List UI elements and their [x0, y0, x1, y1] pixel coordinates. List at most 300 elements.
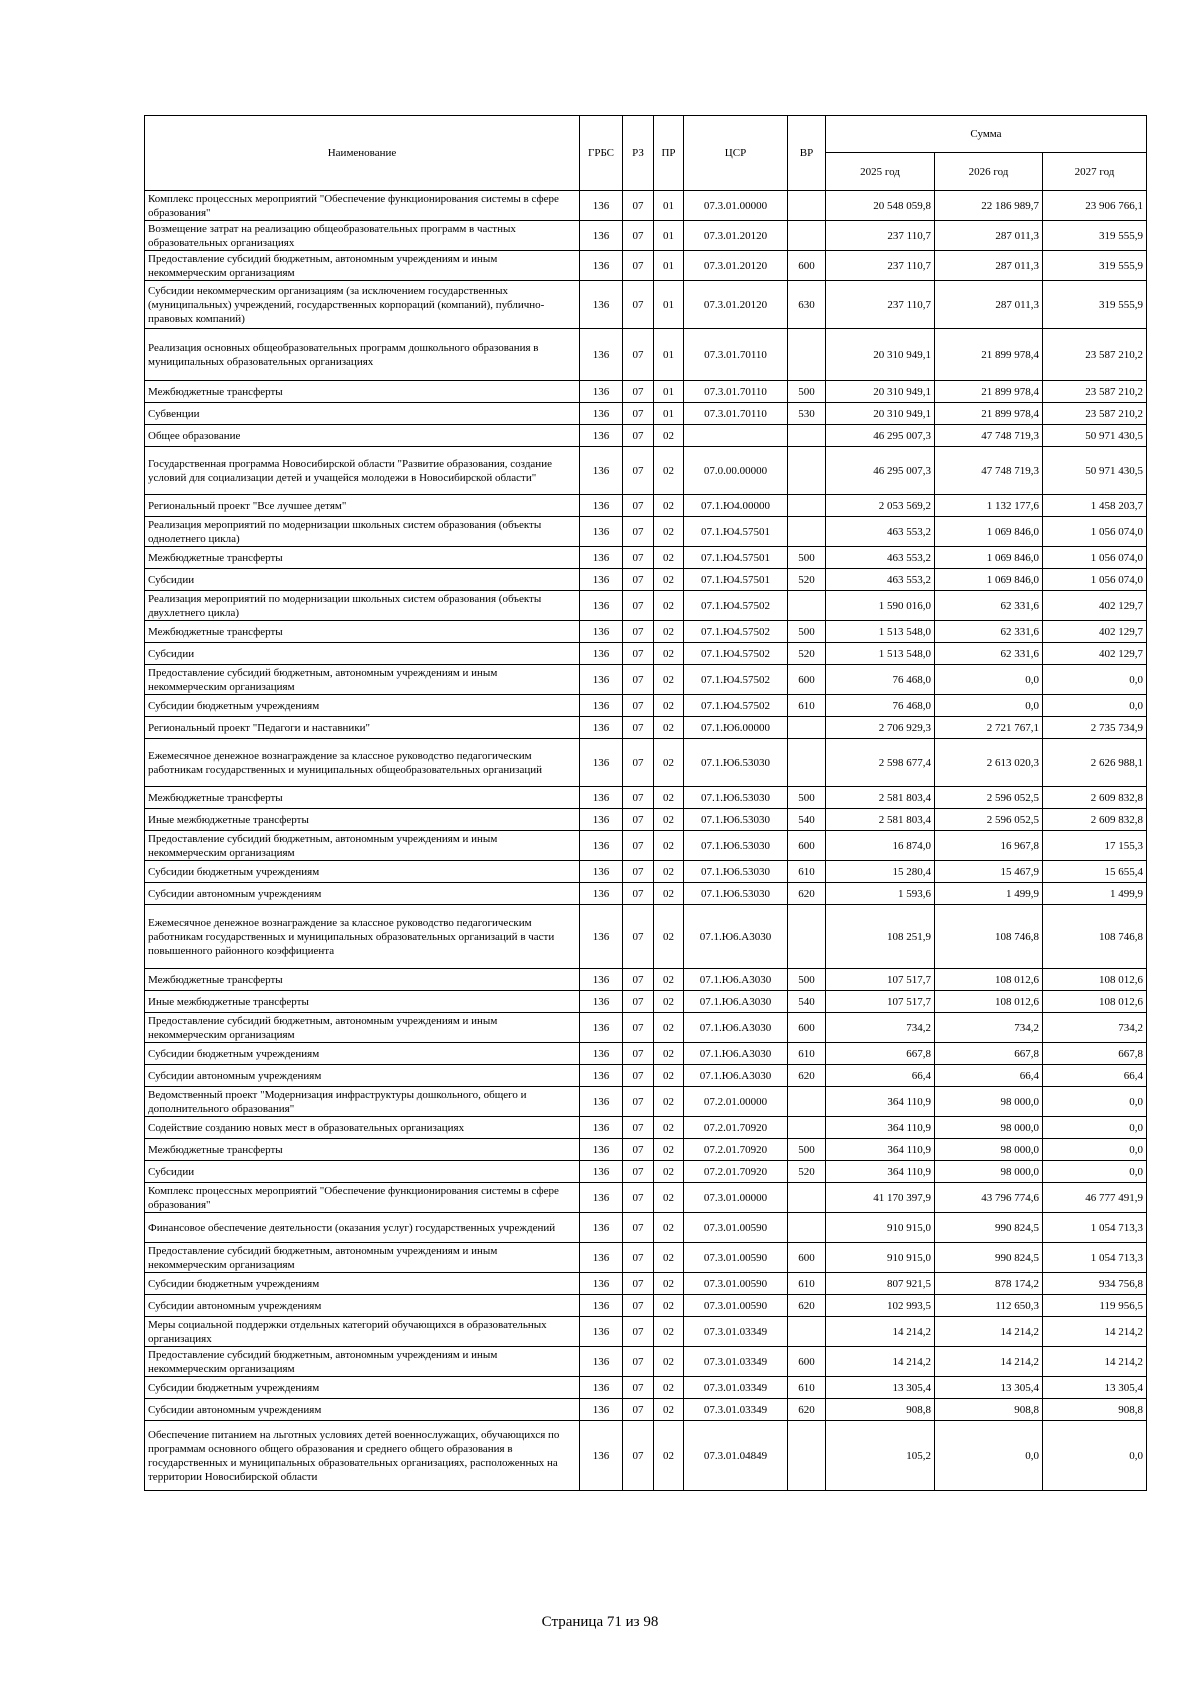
row-sum-2026: 0,0	[935, 1421, 1043, 1491]
row-sum-2025: 2 053 569,2	[826, 495, 935, 517]
row-pr: 02	[654, 787, 684, 809]
row-pr: 02	[654, 621, 684, 643]
row-rz: 07	[623, 1213, 654, 1243]
row-sum-2025: 15 280,4	[826, 861, 935, 883]
row-pr: 02	[654, 665, 684, 695]
row-rz: 07	[623, 517, 654, 547]
row-pr: 02	[654, 1273, 684, 1295]
row-vr	[788, 1213, 826, 1243]
row-sum-2025: 108 251,9	[826, 905, 935, 969]
row-csr: 07.3.01.20120	[684, 251, 788, 281]
row-sum-2026: 22 186 989,7	[935, 191, 1043, 221]
row-vr	[788, 1087, 826, 1117]
row-csr: 07.3.01.70110	[684, 381, 788, 403]
row-csr: 07.0.00.00000	[684, 447, 788, 495]
row-sum-2027: 50 971 430,5	[1043, 447, 1147, 495]
row-sum-2025: 16 874,0	[826, 831, 935, 861]
row-sum-2025: 1 593,6	[826, 883, 935, 905]
row-grbs: 136	[580, 1043, 623, 1065]
row-csr: 07.1.Ю4.57501	[684, 547, 788, 569]
row-pr: 02	[654, 1399, 684, 1421]
row-rz: 07	[623, 717, 654, 739]
row-csr: 07.1.Ю4.57502	[684, 695, 788, 717]
row-grbs: 136	[580, 831, 623, 861]
row-sum-2026: 98 000,0	[935, 1161, 1043, 1183]
header-csr: ЦСР	[684, 116, 788, 191]
row-name: Меры социальной поддержки отдельных категорий обучающихся в образовательных организациях	[145, 1317, 580, 1347]
row-grbs: 136	[580, 717, 623, 739]
row-vr: 520	[788, 1161, 826, 1183]
row-csr: 07.1.Ю6.53030	[684, 739, 788, 787]
row-sum-2025: 2 706 929,3	[826, 717, 935, 739]
row-name: Субсидии	[145, 569, 580, 591]
table-row	[145, 905, 1147, 969]
row-pr: 02	[654, 969, 684, 991]
row-grbs: 136	[580, 251, 623, 281]
row-vr: 540	[788, 809, 826, 831]
row-sum-2027: 108 746,8	[1043, 905, 1147, 969]
row-rz: 07	[623, 809, 654, 831]
row-name: Межбюджетные трансферты	[145, 621, 580, 643]
row-name: Субсидии бюджетным учреждениям	[145, 695, 580, 717]
row-sum-2025: 1 513 548,0	[826, 643, 935, 665]
row-grbs: 136	[580, 1317, 623, 1347]
row-sum-2026: 2 596 052,5	[935, 809, 1043, 831]
row-grbs: 136	[580, 1065, 623, 1087]
row-sum-2025: 76 468,0	[826, 665, 935, 695]
table-row	[145, 517, 1147, 547]
row-sum-2027: 319 555,9	[1043, 251, 1147, 281]
row-sum-2025: 46 295 007,3	[826, 425, 935, 447]
row-sum-2027: 14 214,2	[1043, 1317, 1147, 1347]
row-pr: 02	[654, 861, 684, 883]
row-sum-2026: 1 069 846,0	[935, 547, 1043, 569]
row-csr: 07.3.01.00590	[684, 1213, 788, 1243]
row-name: Предоставление субсидий бюджетным, автономным учреждениям и иным некоммерческим организациям	[145, 1013, 580, 1043]
header-sum: Сумма	[826, 116, 1147, 153]
row-sum-2027: 119 956,5	[1043, 1295, 1147, 1317]
row-sum-2026: 287 011,3	[935, 221, 1043, 251]
table-row	[145, 569, 1147, 591]
row-csr: 07.1.Ю4.57502	[684, 591, 788, 621]
row-vr: 610	[788, 695, 826, 717]
row-sum-2025: 1 513 548,0	[826, 621, 935, 643]
row-sum-2025: 20 548 059,8	[826, 191, 935, 221]
row-grbs: 136	[580, 809, 623, 831]
row-sum-2025: 463 553,2	[826, 517, 935, 547]
row-name: Реализация основных общеобразовательных программ дошкольного образования в муниципальных образовательных организациях	[145, 329, 580, 381]
row-sum-2026: 667,8	[935, 1043, 1043, 1065]
row-pr: 01	[654, 281, 684, 329]
row-csr: 07.1.Ю4.57501	[684, 517, 788, 547]
row-sum-2027: 1 054 713,3	[1043, 1243, 1147, 1273]
row-grbs: 136	[580, 1377, 623, 1399]
table-row	[145, 739, 1147, 787]
row-sum-2026: 2 721 767,1	[935, 717, 1043, 739]
row-name: Межбюджетные трансферты	[145, 969, 580, 991]
table-row	[145, 969, 1147, 991]
table-row	[145, 495, 1147, 517]
row-name: Ежемесячное денежное вознаграждение за классное руководство педагогическим работникам государственных и муниципальных образовательных организаций в части повышенного районного коэффициента	[145, 905, 580, 969]
row-vr: 600	[788, 251, 826, 281]
row-grbs: 136	[580, 517, 623, 547]
row-sum-2027: 908,8	[1043, 1399, 1147, 1421]
row-rz: 07	[623, 1087, 654, 1117]
row-rz: 07	[623, 1065, 654, 1087]
row-rz: 07	[623, 381, 654, 403]
row-rz: 07	[623, 281, 654, 329]
table-row	[145, 831, 1147, 861]
row-grbs: 136	[580, 1273, 623, 1295]
row-vr: 500	[788, 547, 826, 569]
table-row	[145, 1043, 1147, 1065]
row-vr: 610	[788, 1273, 826, 1295]
row-name: Обеспечение питанием на льготных условиях детей военнослужащих, обучающихся по программам основного общего образования и среднего общего образования в государственных и муниципальных образовательных организациях, расположенных на территории Новосибирской области	[145, 1421, 580, 1491]
row-pr: 02	[654, 717, 684, 739]
row-name: Субсидии автономным учреждениям	[145, 1399, 580, 1421]
table-row	[145, 381, 1147, 403]
row-sum-2027: 1 054 713,3	[1043, 1213, 1147, 1243]
row-sum-2027: 734,2	[1043, 1013, 1147, 1043]
row-sum-2026: 13 305,4	[935, 1377, 1043, 1399]
table-row	[145, 1421, 1147, 1491]
row-name: Субсидии бюджетным учреждениям	[145, 1043, 580, 1065]
row-pr: 02	[654, 1139, 684, 1161]
row-pr: 02	[654, 695, 684, 717]
row-sum-2027: 667,8	[1043, 1043, 1147, 1065]
row-pr: 02	[654, 1161, 684, 1183]
row-grbs: 136	[580, 447, 623, 495]
row-vr: 610	[788, 1377, 826, 1399]
row-rz: 07	[623, 991, 654, 1013]
row-name: Межбюджетные трансферты	[145, 787, 580, 809]
row-csr: 07.1.Ю4.57502	[684, 665, 788, 695]
row-vr	[788, 517, 826, 547]
row-vr: 500	[788, 969, 826, 991]
table-row	[145, 191, 1147, 221]
row-csr: 07.3.01.00000	[684, 1183, 788, 1213]
row-sum-2026: 14 214,2	[935, 1347, 1043, 1377]
row-vr	[788, 591, 826, 621]
row-csr: 07.1.Ю6.А3030	[684, 905, 788, 969]
row-sum-2027: 402 129,7	[1043, 643, 1147, 665]
row-grbs: 136	[580, 621, 623, 643]
row-sum-2026: 1 069 846,0	[935, 569, 1043, 591]
row-vr: 620	[788, 1295, 826, 1317]
row-sum-2026: 14 214,2	[935, 1317, 1043, 1347]
row-rz: 07	[623, 1347, 654, 1377]
row-grbs: 136	[580, 281, 623, 329]
row-rz: 07	[623, 1161, 654, 1183]
row-sum-2026: 21 899 978,4	[935, 403, 1043, 425]
row-sum-2025: 14 214,2	[826, 1317, 935, 1347]
row-pr: 02	[654, 1243, 684, 1273]
row-sum-2027: 17 155,3	[1043, 831, 1147, 861]
row-vr	[788, 329, 826, 381]
row-csr: 07.3.01.03349	[684, 1377, 788, 1399]
row-grbs: 136	[580, 1213, 623, 1243]
row-pr: 02	[654, 1013, 684, 1043]
row-grbs: 136	[580, 191, 623, 221]
row-name: Реализация мероприятий по модернизации школьных систем образования (объекты двухлетнего цикла)	[145, 591, 580, 621]
row-sum-2026: 2 596 052,5	[935, 787, 1043, 809]
row-grbs: 136	[580, 905, 623, 969]
row-grbs: 136	[580, 1295, 623, 1317]
row-sum-2025: 364 110,9	[826, 1087, 935, 1117]
row-pr: 01	[654, 381, 684, 403]
row-grbs: 136	[580, 861, 623, 883]
row-sum-2027: 0,0	[1043, 1421, 1147, 1491]
row-rz: 07	[623, 1317, 654, 1347]
table-row	[145, 665, 1147, 695]
row-name: Субсидии бюджетным учреждениям	[145, 1273, 580, 1295]
table-row	[145, 1139, 1147, 1161]
row-sum-2025: 46 295 007,3	[826, 447, 935, 495]
row-sum-2027: 0,0	[1043, 1139, 1147, 1161]
row-grbs: 136	[580, 221, 623, 251]
row-rz: 07	[623, 1295, 654, 1317]
row-rz: 07	[623, 665, 654, 695]
row-csr: 07.2.01.70920	[684, 1139, 788, 1161]
table-row	[145, 621, 1147, 643]
row-vr	[788, 495, 826, 517]
table-row	[145, 1273, 1147, 1295]
row-sum-2025: 66,4	[826, 1065, 935, 1087]
row-name: Иные межбюджетные трансферты	[145, 809, 580, 831]
row-name: Региональный проект "Педагоги и наставники"	[145, 717, 580, 739]
row-sum-2027: 0,0	[1043, 1087, 1147, 1117]
row-pr: 02	[654, 739, 684, 787]
table-row	[145, 251, 1147, 281]
row-rz: 07	[623, 425, 654, 447]
table-row	[145, 1161, 1147, 1183]
row-sum-2027: 13 305,4	[1043, 1377, 1147, 1399]
row-name: Предоставление субсидий бюджетным, автономным учреждениям и иным некоммерческим организациям	[145, 831, 580, 861]
row-name: Возмещение затрат на реализацию общеобразовательных программ в частных образовательных организациях	[145, 221, 580, 251]
row-grbs: 136	[580, 991, 623, 1013]
table-row	[145, 695, 1147, 717]
row-rz: 07	[623, 1043, 654, 1065]
row-vr: 500	[788, 787, 826, 809]
table-row	[145, 1399, 1147, 1421]
row-vr: 600	[788, 1013, 826, 1043]
row-sum-2027: 2 609 832,8	[1043, 787, 1147, 809]
row-name: Ведомственный проект "Модернизация инфраструктуры дошкольного, общего и дополнительного образования"	[145, 1087, 580, 1117]
row-sum-2027: 934 756,8	[1043, 1273, 1147, 1295]
row-name: Межбюджетные трансферты	[145, 547, 580, 569]
row-sum-2027: 319 555,9	[1043, 221, 1147, 251]
row-grbs: 136	[580, 1243, 623, 1273]
row-sum-2026: 108 746,8	[935, 905, 1043, 969]
row-sum-2025: 667,8	[826, 1043, 935, 1065]
row-csr: 07.3.01.00590	[684, 1273, 788, 1295]
row-csr: 07.3.01.00000	[684, 191, 788, 221]
row-rz: 07	[623, 1273, 654, 1295]
row-sum-2025: 364 110,9	[826, 1139, 935, 1161]
row-sum-2025: 910 915,0	[826, 1243, 935, 1273]
row-sum-2027: 23 587 210,2	[1043, 329, 1147, 381]
row-sum-2025: 1 590 016,0	[826, 591, 935, 621]
row-sum-2025: 734,2	[826, 1013, 935, 1043]
header-year-2025: 2025 год	[826, 153, 935, 191]
table-row	[145, 447, 1147, 495]
row-sum-2027: 108 012,6	[1043, 991, 1147, 1013]
row-sum-2027: 1 056 074,0	[1043, 547, 1147, 569]
row-sum-2026: 62 331,6	[935, 643, 1043, 665]
row-rz: 07	[623, 251, 654, 281]
row-sum-2026: 108 012,6	[935, 969, 1043, 991]
row-rz: 07	[623, 1421, 654, 1491]
row-grbs: 136	[580, 695, 623, 717]
table-body	[145, 191, 1147, 1491]
table-row	[145, 883, 1147, 905]
row-csr: 07.3.01.20120	[684, 221, 788, 251]
row-name: Субсидии	[145, 643, 580, 665]
row-vr: 610	[788, 861, 826, 883]
row-csr: 07.3.01.70110	[684, 403, 788, 425]
table-row	[145, 1377, 1147, 1399]
row-rz: 07	[623, 221, 654, 251]
row-rz: 07	[623, 1117, 654, 1139]
row-pr: 02	[654, 547, 684, 569]
row-vr: 530	[788, 403, 826, 425]
row-name: Региональный проект "Все лучшее детям"	[145, 495, 580, 517]
row-sum-2027: 14 214,2	[1043, 1347, 1147, 1377]
row-sum-2025: 20 310 949,1	[826, 329, 935, 381]
row-vr	[788, 1183, 826, 1213]
row-csr: 07.1.Ю4.57502	[684, 643, 788, 665]
table-row	[145, 547, 1147, 569]
table-row	[145, 1213, 1147, 1243]
row-vr	[788, 447, 826, 495]
row-name: Субсидии бюджетным учреждениям	[145, 861, 580, 883]
row-vr	[788, 717, 826, 739]
row-vr: 600	[788, 665, 826, 695]
row-rz: 07	[623, 191, 654, 221]
row-csr: 07.1.Ю6.53030	[684, 883, 788, 905]
row-name: Субсидии автономным учреждениям	[145, 1295, 580, 1317]
row-sum-2026: 15 467,9	[935, 861, 1043, 883]
row-sum-2027: 66,4	[1043, 1065, 1147, 1087]
row-csr: 07.1.Ю6.53030	[684, 831, 788, 861]
row-name: Межбюджетные трансферты	[145, 1139, 580, 1161]
row-pr: 02	[654, 591, 684, 621]
table-row	[145, 221, 1147, 251]
row-name: Субсидии некоммерческим организациям (за исключением государственных (муниципальных) учреждений, государственных корпораций (компаний), публично-правовых компаний)	[145, 281, 580, 329]
row-sum-2027: 2 609 832,8	[1043, 809, 1147, 831]
row-name: Субсидии бюджетным учреждениям	[145, 1377, 580, 1399]
row-grbs: 136	[580, 1183, 623, 1213]
row-vr: 500	[788, 381, 826, 403]
row-pr: 01	[654, 191, 684, 221]
row-sum-2026: 112 650,3	[935, 1295, 1043, 1317]
row-sum-2025: 102 993,5	[826, 1295, 935, 1317]
row-grbs: 136	[580, 883, 623, 905]
header-rz: РЗ	[623, 116, 654, 191]
row-grbs: 136	[580, 1139, 623, 1161]
row-name: Субсидии автономным учреждениям	[145, 883, 580, 905]
row-rz: 07	[623, 739, 654, 787]
row-grbs: 136	[580, 1117, 623, 1139]
row-sum-2026: 1 069 846,0	[935, 517, 1043, 547]
table-row	[145, 403, 1147, 425]
row-grbs: 136	[580, 1421, 623, 1491]
row-rz: 07	[623, 695, 654, 717]
row-csr: 07.3.01.04849	[684, 1421, 788, 1491]
row-vr: 620	[788, 1399, 826, 1421]
row-sum-2027: 108 012,6	[1043, 969, 1147, 991]
row-sum-2025: 13 305,4	[826, 1377, 935, 1399]
row-name: Предоставление субсидий бюджетным, автономным учреждениям и иным некоммерческим организациям	[145, 1347, 580, 1377]
row-csr: 07.1.Ю4.00000	[684, 495, 788, 517]
row-csr: 07.3.01.03349	[684, 1347, 788, 1377]
row-pr: 01	[654, 329, 684, 381]
row-name: Предоставление субсидий бюджетным, автономным учреждениям и иным некоммерческим организациям	[145, 1243, 580, 1273]
row-sum-2027: 46 777 491,9	[1043, 1183, 1147, 1213]
header-year-2026: 2026 год	[935, 153, 1043, 191]
row-vr: 500	[788, 621, 826, 643]
table-row	[145, 1317, 1147, 1347]
table-row	[145, 1243, 1147, 1273]
row-grbs: 136	[580, 1013, 623, 1043]
row-sum-2025: 237 110,7	[826, 281, 935, 329]
row-rz: 07	[623, 969, 654, 991]
row-sum-2026: 878 174,2	[935, 1273, 1043, 1295]
table-row	[145, 281, 1147, 329]
row-sum-2027: 50 971 430,5	[1043, 425, 1147, 447]
row-csr	[684, 425, 788, 447]
row-sum-2027: 0,0	[1043, 1161, 1147, 1183]
row-sum-2027: 23 906 766,1	[1043, 191, 1147, 221]
row-rz: 07	[623, 1377, 654, 1399]
row-rz: 07	[623, 569, 654, 591]
row-pr: 01	[654, 221, 684, 251]
row-sum-2026: 0,0	[935, 665, 1043, 695]
row-pr: 02	[654, 1213, 684, 1243]
row-vr: 600	[788, 831, 826, 861]
row-grbs: 136	[580, 591, 623, 621]
row-sum-2025: 20 310 949,1	[826, 381, 935, 403]
row-sum-2025: 14 214,2	[826, 1347, 935, 1377]
row-rz: 07	[623, 1243, 654, 1273]
row-name: Комплекс процессных мероприятий "Обеспечение функционирования системы в сфере образования"	[145, 191, 580, 221]
row-rz: 07	[623, 883, 654, 905]
row-csr: 07.1.Ю6.А3030	[684, 991, 788, 1013]
row-rz: 07	[623, 861, 654, 883]
row-sum-2027: 0,0	[1043, 695, 1147, 717]
row-rz: 07	[623, 905, 654, 969]
row-csr: 07.1.Ю6.53030	[684, 861, 788, 883]
row-rz: 07	[623, 1139, 654, 1161]
row-sum-2025: 107 517,7	[826, 969, 935, 991]
row-vr	[788, 739, 826, 787]
row-pr: 02	[654, 905, 684, 969]
row-grbs: 136	[580, 665, 623, 695]
row-pr: 02	[654, 883, 684, 905]
table-row	[145, 809, 1147, 831]
table-row	[145, 329, 1147, 381]
row-pr: 01	[654, 403, 684, 425]
row-csr: 07.3.01.03349	[684, 1399, 788, 1421]
row-vr: 620	[788, 883, 826, 905]
row-grbs: 136	[580, 495, 623, 517]
row-sum-2027: 319 555,9	[1043, 281, 1147, 329]
table-header	[145, 116, 1147, 191]
row-grbs: 136	[580, 569, 623, 591]
row-vr: 520	[788, 569, 826, 591]
row-sum-2027: 2 735 734,9	[1043, 717, 1147, 739]
row-rz: 07	[623, 1013, 654, 1043]
